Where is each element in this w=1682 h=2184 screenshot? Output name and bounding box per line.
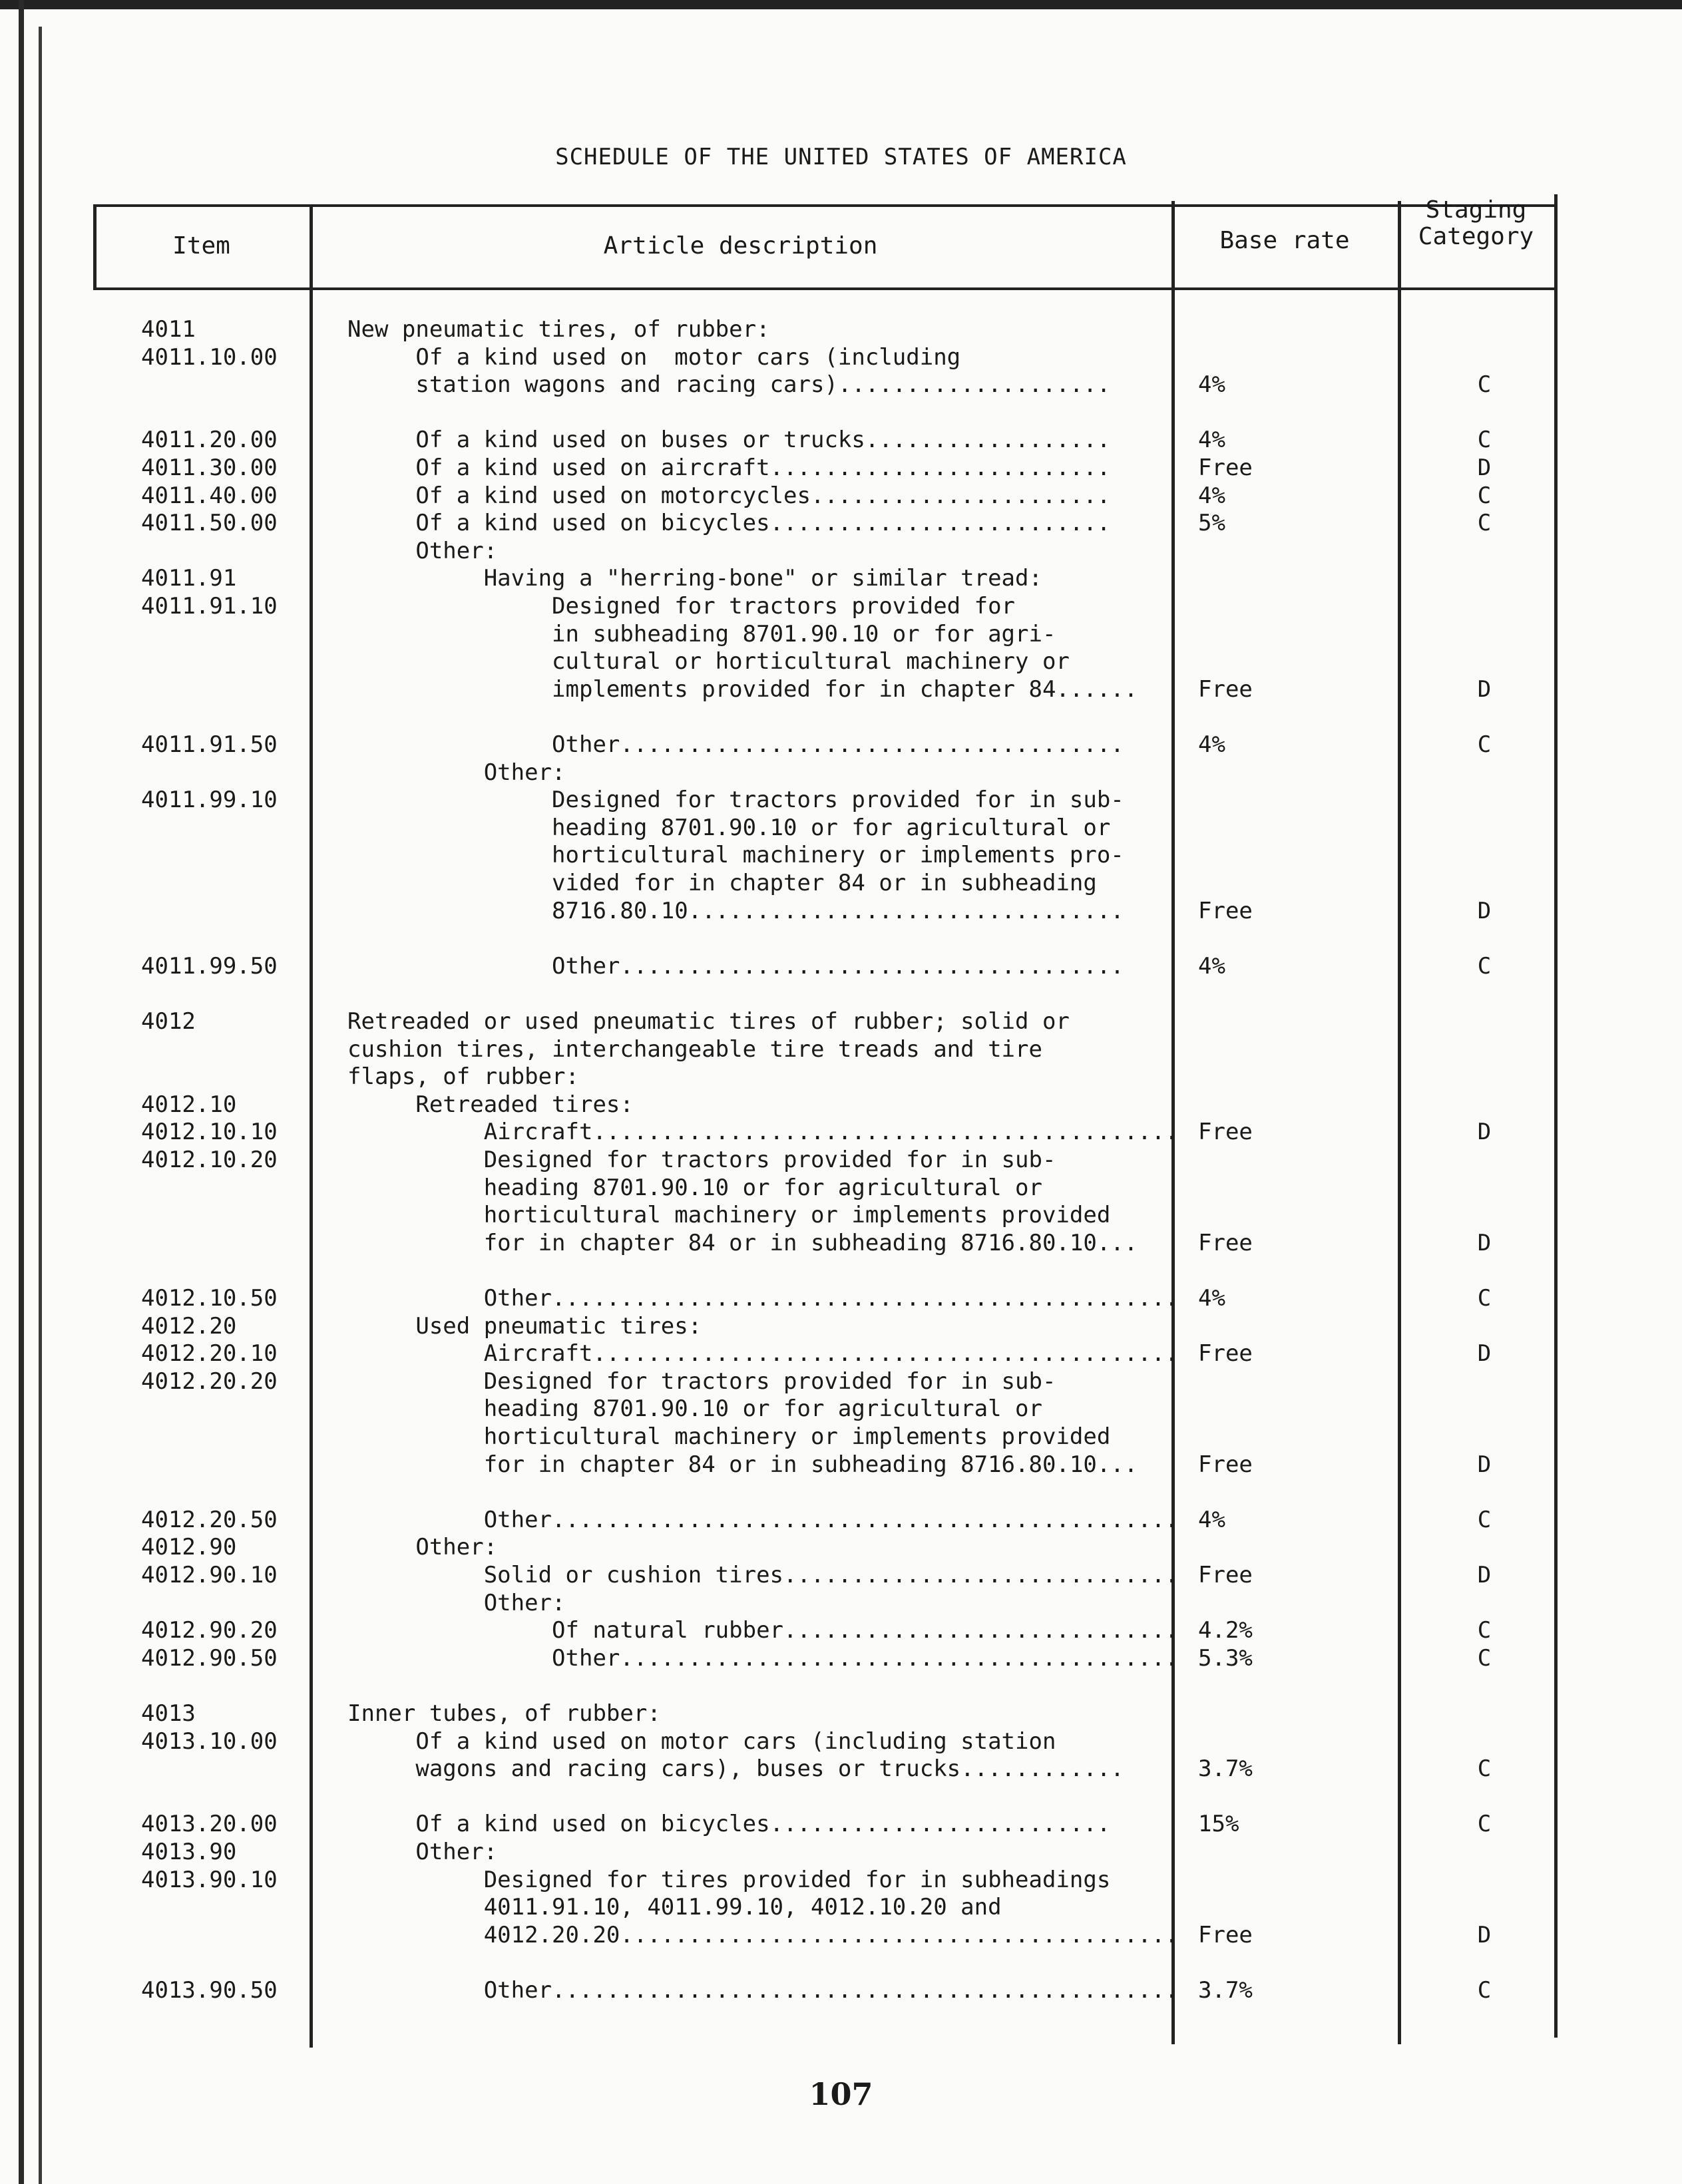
item-code: 4012 (141, 1008, 196, 1035)
item-code: 4012.20 (141, 1313, 237, 1340)
article-description: Other: (347, 759, 566, 786)
table-row (0, 924, 1597, 952)
item-code: 4011.50.00 (141, 510, 278, 536)
staging-category: C (1477, 731, 1492, 758)
table-row (0, 1063, 1597, 1091)
article-description: Aircraft........................................... (347, 1340, 1179, 1367)
table-row (0, 1118, 1597, 1146)
article-description: in subheading 8701.90.10 or for agri- (347, 621, 1056, 647)
table-row (0, 343, 1597, 371)
base-rate: 5% (1198, 510, 1225, 536)
table-row (0, 426, 1597, 454)
item-code: 4013.90.50 (141, 1977, 278, 2004)
article-description: New pneumatic tires, of rubber: (347, 316, 770, 343)
header-staging-line1: Staging (1425, 196, 1527, 224)
article-description: heading 8701.90.10 or for agricultural or (347, 1175, 1042, 1201)
header-base-rate: Base rate (1219, 227, 1350, 254)
staging-category: C (1477, 953, 1492, 980)
base-rate: 4% (1198, 1507, 1225, 1533)
table-row (0, 647, 1597, 675)
article-description: Solid or cushion tires............................. (347, 1562, 1179, 1588)
article-description: Other: (347, 1534, 498, 1560)
base-rate: Free (1198, 1451, 1253, 1478)
table-row (0, 1201, 1597, 1229)
header-staging-line2: Category (1418, 223, 1534, 250)
article-description: heading 8701.90.10 or for agricultural or (347, 815, 1111, 841)
staging-category: D (1477, 676, 1492, 703)
base-rate: 5.3% (1198, 1645, 1253, 1672)
table-row (0, 814, 1597, 842)
table-row (0, 1506, 1597, 1534)
base-rate: 4% (1198, 1285, 1225, 1312)
article-description: wagons and racing cars), buses or trucks............ (347, 1755, 1124, 1782)
base-rate: Free (1198, 1562, 1253, 1588)
article-description: Designed for tractors provided for in sub- (347, 1147, 1056, 1173)
article-description: horticultural machinery or implements provided (347, 1202, 1111, 1228)
staging-category: C (1477, 1755, 1492, 1782)
item-code: 4013.90 (141, 1839, 237, 1865)
item-code: 4011.91.10 (141, 593, 278, 620)
table-row (0, 620, 1597, 648)
staging-category: C (1477, 1507, 1492, 1533)
article-description: Retreaded or used pneumatic tires of rubber; solid or (347, 1008, 1070, 1035)
table-row (0, 1728, 1597, 1755)
table-row (0, 1146, 1597, 1174)
table-row (0, 1284, 1597, 1312)
base-rate: Free (1198, 676, 1253, 703)
table-row (0, 952, 1597, 980)
article-description: Of a kind used on motor cars (including station (347, 1728, 1056, 1755)
table-row (0, 592, 1597, 620)
table-row (0, 454, 1597, 482)
item-code: 4012.90 (141, 1534, 237, 1560)
table-row (0, 980, 1597, 1007)
item-code: 4012.20.20 (141, 1368, 278, 1395)
item-code: 4011.99.10 (141, 787, 278, 813)
article-description: Having a "herring-bone" or similar tread: (347, 565, 1042, 592)
table-row (0, 1672, 1597, 1700)
table-row (0, 1478, 1597, 1506)
table-row (0, 1395, 1597, 1423)
staging-category: C (1477, 482, 1492, 509)
article-description: Other.............................................. (347, 1977, 1179, 2004)
staging-category: D (1477, 1119, 1492, 1145)
item-code: 4012.20.50 (141, 1507, 278, 1533)
article-description: vided for in chapter 84 or in subheading (347, 870, 1097, 896)
article-description: Of a kind used on motor cars (including (347, 344, 961, 371)
staging-category: C (1477, 1645, 1492, 1672)
item-code: 4012.90.50 (141, 1645, 278, 1672)
base-rate: Free (1198, 1340, 1253, 1367)
table-row (0, 482, 1597, 510)
table-row (0, 1007, 1597, 1035)
article-description: Of a kind used on motorcycles...................... (347, 482, 1111, 509)
item-code: 4012.10 (141, 1091, 237, 1118)
staging-category: C (1477, 1285, 1492, 1312)
table-header-border (93, 287, 1558, 290)
item-code: 4012.10.10 (141, 1119, 278, 1145)
article-description: Other.............................................. (347, 1507, 1179, 1533)
table-row (0, 1921, 1597, 1949)
item-code: 4011.91.50 (141, 731, 278, 758)
article-description: Designed for tractors provided for (347, 593, 1016, 620)
item-code: 4012.20.10 (141, 1340, 278, 1367)
table-row (0, 1976, 1597, 2004)
table-row (0, 1533, 1597, 1561)
table-row (0, 1340, 1597, 1367)
article-description: heading 8701.90.10 or for agricultural or (347, 1395, 1042, 1422)
staging-category: C (1477, 1811, 1492, 1837)
table-row (0, 897, 1597, 925)
table-row (0, 399, 1597, 427)
table-row (0, 1035, 1597, 1063)
article-description: flaps, of rubber: (347, 1063, 579, 1090)
item-code: 4012.10.20 (141, 1147, 278, 1173)
table-row (0, 1866, 1597, 1894)
table-row (0, 1367, 1597, 1395)
table-row (0, 1229, 1597, 1257)
article-description: 4012.20.20......................................... (347, 1922, 1179, 1948)
table-row (0, 703, 1597, 731)
base-rate: 3.7% (1198, 1977, 1253, 2004)
item-code: 4011.20.00 (141, 427, 278, 453)
header-item: Item (172, 232, 230, 260)
table-row (0, 1810, 1597, 1838)
staging-category: C (1477, 427, 1492, 453)
table-row (0, 841, 1597, 869)
item-code: 4011.10.00 (141, 344, 278, 371)
article-description: Inner tubes, of rubber: (347, 1700, 661, 1727)
base-rate: 4.2% (1198, 1617, 1253, 1644)
article-description: Aircraft........................................... (347, 1119, 1179, 1145)
staging-category: D (1477, 1562, 1492, 1588)
table-row (0, 1451, 1597, 1479)
table-row (0, 509, 1597, 537)
article-description: horticultural machinery or implements provided (347, 1423, 1111, 1450)
table-row (0, 786, 1597, 814)
base-rate: 4% (1198, 953, 1225, 980)
table-row (0, 759, 1597, 787)
article-description: Other: (347, 1839, 498, 1865)
article-description: Other..................................... (347, 953, 1124, 980)
staging-category: C (1477, 1977, 1492, 2004)
table-row (0, 564, 1597, 592)
item-code: 4013.10.00 (141, 1728, 278, 1755)
table-row (0, 371, 1597, 399)
article-description: horticultural machinery or implements pro- (347, 842, 1124, 868)
table-row (0, 537, 1597, 565)
article-description: Used pneumatic tires: (347, 1313, 702, 1340)
page-title: SCHEDULE OF THE UNITED STATES OF AMERICA (555, 144, 1127, 170)
article-description: Of a kind used on bicycles......................... (347, 510, 1111, 536)
item-code: 4012.90.10 (141, 1562, 278, 1588)
table-row (0, 675, 1597, 703)
staging-category: D (1477, 455, 1492, 481)
table-row (0, 1755, 1597, 1783)
table-row (0, 1423, 1597, 1451)
article-description: for in chapter 84 or in subheading 8716.80.10... (347, 1451, 1138, 1478)
item-code: 4012.90.20 (141, 1617, 278, 1644)
table-row (0, 869, 1597, 897)
article-description: cushion tires, interchangeable tire treads and tire (347, 1036, 1042, 1063)
article-description: Designed for tractors provided for in sub- (347, 1368, 1056, 1395)
base-rate: Free (1198, 1119, 1253, 1145)
item-code: 4012.10.50 (141, 1285, 278, 1312)
staging-category: D (1477, 898, 1492, 924)
article-description: 4011.91.10, 4011.99.10, 4012.10.20 and (347, 1894, 1002, 1920)
article-description: Other..................................... (347, 731, 1124, 758)
article-description: Other: (347, 1590, 566, 1616)
staging-category: C (1477, 1617, 1492, 1644)
table-row (0, 1948, 1597, 1976)
scan-border-top (0, 0, 1682, 9)
table-row (0, 1589, 1597, 1617)
article-description: implements provided for in chapter 84...... (347, 676, 1138, 703)
base-rate: 4% (1198, 731, 1225, 758)
staging-category: C (1477, 510, 1492, 536)
table-row (0, 315, 1597, 343)
base-rate: Free (1198, 1922, 1253, 1948)
article-description: Of a kind used on aircraft......................... (347, 455, 1111, 481)
article-description: Of natural rubber............................. (347, 1617, 1179, 1644)
article-description: Designed for tires provided for in subheadings (347, 1867, 1111, 1893)
base-rate: Free (1198, 1230, 1253, 1256)
article-description: station wagons and racing cars).................... (347, 371, 1111, 398)
staging-category: D (1477, 1230, 1492, 1256)
base-rate: 4% (1198, 371, 1225, 398)
article-description: 8716.80.10................................ (347, 898, 1124, 924)
item-code: 4013.90.10 (141, 1867, 278, 1893)
base-rate: Free (1198, 898, 1253, 924)
table-row (0, 1174, 1597, 1202)
table-row (0, 1893, 1597, 1921)
table-top-border (93, 204, 1558, 207)
article-description: cultural or horticultural machinery or (347, 648, 1070, 675)
page-number: 107 (809, 2076, 873, 2112)
item-code: 4011 (141, 316, 196, 343)
article-description: Of a kind used on bicycles......................... (347, 1811, 1111, 1837)
item-code: 4011.99.50 (141, 953, 278, 980)
item-code: 4011.30.00 (141, 455, 278, 481)
base-rate: 4% (1198, 427, 1225, 453)
table-row (0, 1312, 1597, 1340)
article-description: Other......................................... (347, 1645, 1179, 1672)
item-code: 4013 (141, 1700, 196, 1727)
item-code: 4011.40.00 (141, 482, 278, 509)
item-code: 4013.20.00 (141, 1811, 278, 1837)
staging-category: D (1477, 1451, 1492, 1478)
item-code: 4011.91 (141, 565, 237, 592)
article-description: for in chapter 84 or in subheading 8716.80.10... (347, 1230, 1138, 1256)
staging-category: C (1477, 371, 1492, 398)
table-row (0, 731, 1597, 759)
header-description: Article description (603, 232, 878, 260)
article-description: Of a kind used on buses or trucks.................. (347, 427, 1111, 453)
base-rate: 3.7% (1198, 1755, 1253, 1782)
table-row (0, 1644, 1597, 1672)
article-description: Other: (347, 538, 498, 564)
article-description: Other.............................................. (347, 1285, 1179, 1312)
table-row (0, 1091, 1597, 1119)
table-row (0, 1700, 1597, 1728)
table-row (0, 1561, 1597, 1589)
table-row (0, 1616, 1597, 1644)
staging-category: D (1477, 1922, 1492, 1948)
base-rate: Free (1198, 455, 1253, 481)
article-description: Designed for tractors provided for in sub- (347, 787, 1124, 813)
table-row (0, 1256, 1597, 1284)
table-row (0, 1783, 1597, 1811)
staging-category: D (1477, 1340, 1492, 1367)
article-description: Retreaded tires: (347, 1091, 634, 1118)
base-rate: 4% (1198, 482, 1225, 509)
base-rate: 15% (1198, 1811, 1239, 1837)
table-row (0, 1838, 1597, 1866)
